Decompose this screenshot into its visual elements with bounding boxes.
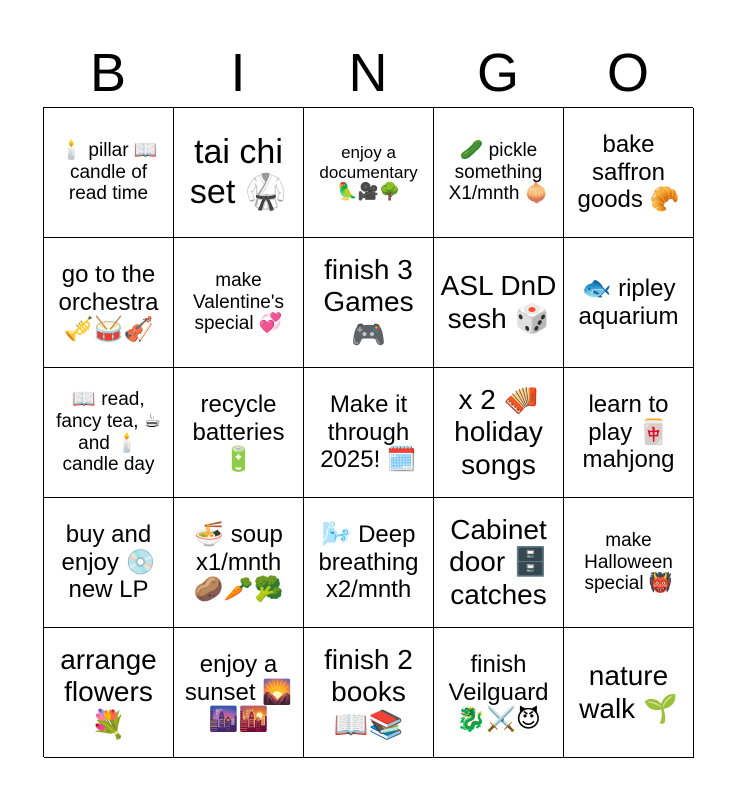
bingo-cell[interactable] bbox=[434, 108, 564, 238]
cell-text: finish 2 books 📖📚 bbox=[324, 644, 413, 740]
bingo-grid bbox=[43, 107, 693, 757]
bingo-cell[interactable] bbox=[174, 238, 304, 368]
bingo-cell[interactable] bbox=[304, 238, 434, 368]
bingo-cell[interactable] bbox=[564, 498, 694, 628]
bingo-cell[interactable] bbox=[564, 238, 694, 368]
bingo-cell[interactable] bbox=[434, 238, 564, 368]
cell-text: Cabinet door 🗄️ catches bbox=[449, 514, 548, 610]
bingo-cell[interactable] bbox=[564, 628, 694, 758]
cell-text: tai chi set 🥋 bbox=[189, 133, 288, 211]
cell-text: make Valentine's special 💞 bbox=[193, 269, 284, 335]
bingo-cell[interactable] bbox=[434, 498, 564, 628]
header-letter-i: I bbox=[230, 43, 246, 103]
cell-text: 🕯️ pillar 📖candle of read time bbox=[59, 139, 158, 205]
cell-text: learn to play 🀄 mahjong bbox=[582, 391, 675, 474]
cell-text: bake saffron goods 🥐 bbox=[577, 131, 680, 214]
cell-text: buy and enjoy 💿 new LP bbox=[61, 521, 156, 604]
header-letter-g: G bbox=[476, 43, 519, 103]
cell-text: recycle batteries 🔋 bbox=[192, 391, 285, 474]
bingo-cell[interactable] bbox=[44, 108, 174, 238]
bingo-cell[interactable] bbox=[174, 628, 304, 758]
cell-text: 📖 read, fancy tea, ☕ and 🕯️ candle day bbox=[56, 388, 161, 476]
bingo-cell[interactable] bbox=[174, 108, 304, 238]
bingo-cell[interactable] bbox=[304, 498, 434, 628]
cell-text: nature walk 🌱 bbox=[579, 660, 678, 724]
cell-text: make Halloween special 👹 bbox=[584, 529, 673, 595]
cell-text: enjoy a sunset 🌄🌆🌇 bbox=[184, 651, 293, 734]
bingo-cell[interactable] bbox=[564, 108, 694, 238]
cell-text: finish Veilguard 🐉⚔️😈 bbox=[448, 651, 549, 734]
bingo-cell[interactable] bbox=[434, 368, 564, 498]
cell-text: x 2 🪗 holiday songs bbox=[454, 384, 543, 480]
header-letter-b: B bbox=[89, 43, 127, 103]
bingo-cell[interactable] bbox=[304, 368, 434, 498]
cell-text: Make it through 2025! 🗓️ bbox=[320, 391, 417, 474]
bingo-cell[interactable] bbox=[44, 498, 174, 628]
bingo-cell[interactable] bbox=[44, 628, 174, 758]
bingo-cell[interactable] bbox=[44, 368, 174, 498]
bingo-cell[interactable] bbox=[304, 108, 434, 238]
cell-text: go to the orchestra 🎺🥁🎻 bbox=[58, 261, 159, 344]
bingo-cell[interactable] bbox=[564, 368, 694, 498]
bingo-cell[interactable] bbox=[434, 628, 564, 758]
cell-text: enjoy a documentary 🦜🎥🌳 bbox=[319, 143, 418, 202]
header-letter-n: N bbox=[348, 43, 388, 103]
bingo-cell[interactable] bbox=[174, 498, 304, 628]
cell-text: 🐟 ripley aquarium bbox=[578, 274, 679, 330]
cell-text: arrange flowers 💐 bbox=[60, 644, 157, 740]
cell-text: 🍜 soup x1/mnth 🥔🥕🥦 bbox=[193, 521, 284, 604]
cell-text: finish 3 Games 🎮 bbox=[323, 254, 414, 350]
cell-text: 🥒 pickle something X1/mnth 🧅 bbox=[448, 139, 549, 205]
bingo-cell[interactable] bbox=[304, 628, 434, 758]
bingo-header bbox=[43, 40, 693, 106]
cell-text: ASL DnD sesh 🎲 bbox=[440, 270, 557, 334]
cell-text: 🌬️ Deep breathing x2/mnth bbox=[318, 521, 419, 604]
bingo-cell[interactable] bbox=[174, 368, 304, 498]
header-letter-o: O bbox=[606, 43, 649, 103]
bingo-cell[interactable] bbox=[44, 238, 174, 368]
